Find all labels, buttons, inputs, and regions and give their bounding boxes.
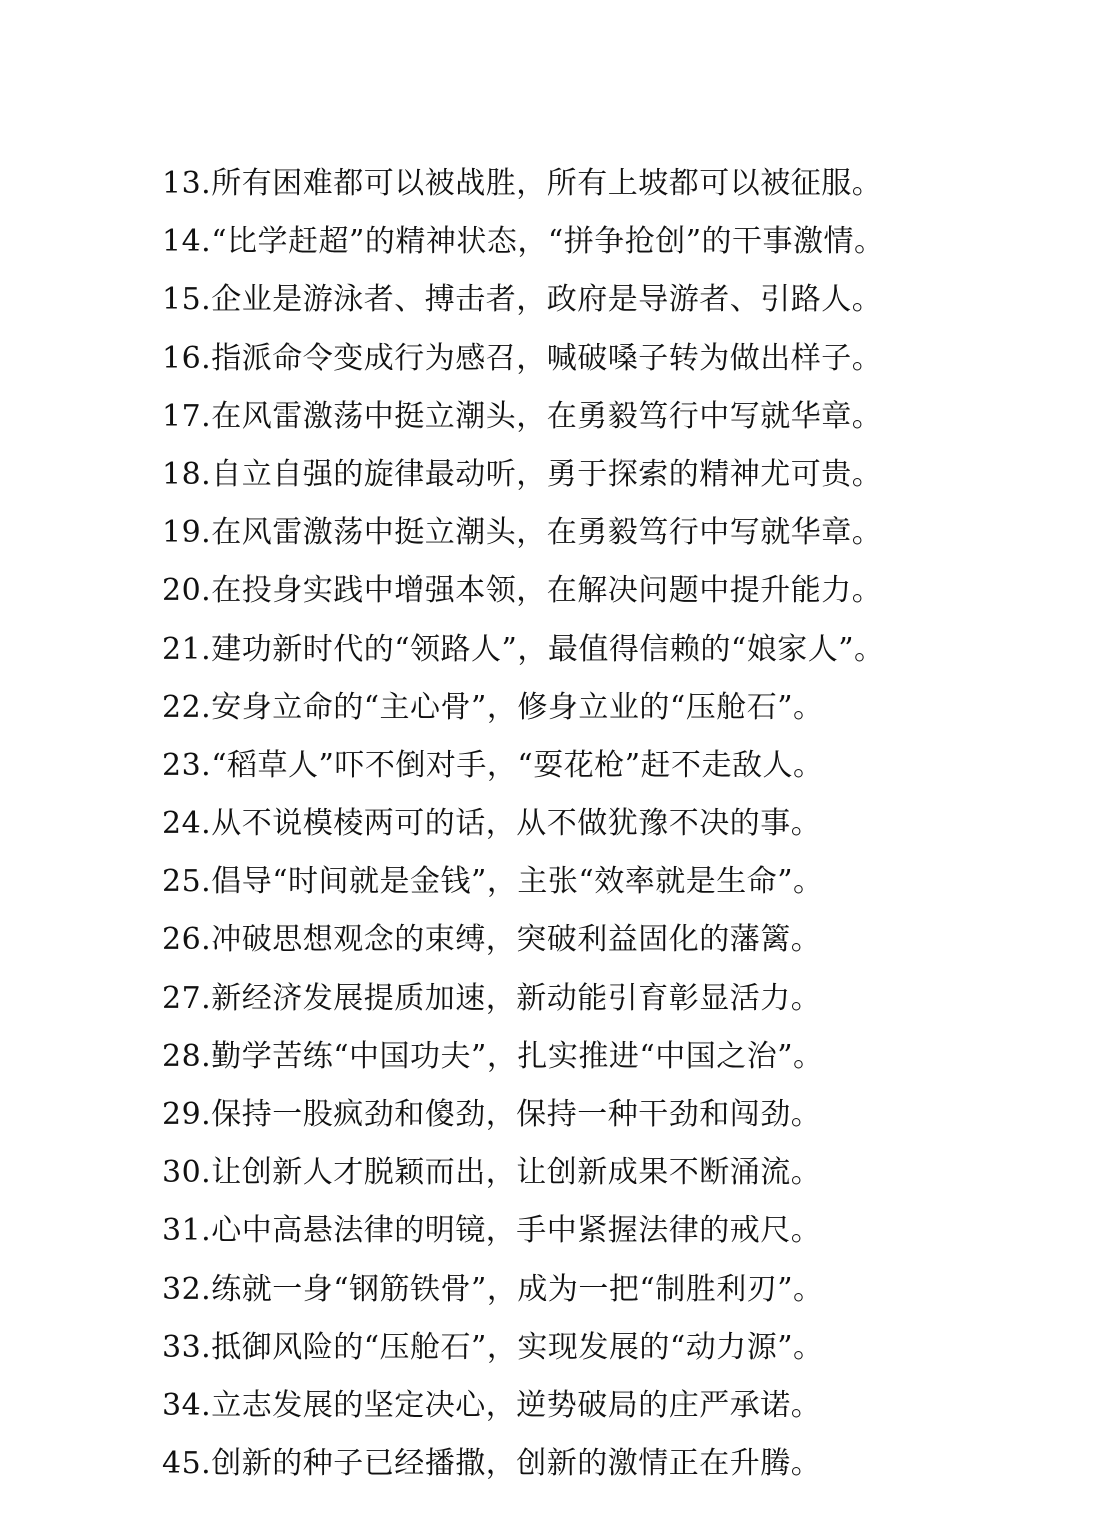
phrase-line: 17.在风雷激荡中挺立潮头，在勇毅笃行中写就华章。 xyxy=(162,398,883,434)
phrase-line: 26.冲破思想观念的束缚，突破利益固化的藩篱。 xyxy=(162,922,822,958)
phrase-line: 15.企业是游泳者、搏击者，政府是导游者、引路人。 xyxy=(162,282,883,318)
phrase-line: 20.在投身实践中增强本领，在解决问题中提升能力。 xyxy=(162,573,883,609)
phrase-line: 32.练就一身“钢筋铁骨”，成为一把“制胜利刃”。 xyxy=(162,1271,824,1307)
phrase-line: 24.从不说模棱两可的话，从不做犹豫不决的事。 xyxy=(162,806,822,842)
phrase-line: 23.“稻草人”吓不倒对手，“耍花枪”赶不走敌人。 xyxy=(162,747,824,783)
phrase-line: 45.创新的种子已经播撒，创新的激情正在升腾。 xyxy=(162,1446,822,1482)
phrase-line: 22.安身立命的“主心骨”，修身立业的“压舱石”。 xyxy=(162,689,824,725)
phrase-line: 13.所有困难都可以被战胜，所有上坡都可以被征服。 xyxy=(162,166,883,201)
phrase-line: 19.在风雷激荡中挺立潮头，在勇毅笃行中写就华章。 xyxy=(162,515,883,551)
phrase-line: 29.保持一股疯劲和傻劲，保持一种干劲和闯劲。 xyxy=(162,1097,822,1132)
phrase-line: 16.指派命令变成行为感召，喊破嗓子转为做出样子。 xyxy=(162,340,883,376)
phrase-line: 31.心中高悬法律的明镜，手中紧握法律的戒尺。 xyxy=(162,1213,822,1249)
phrase-line: 14.“比学赶超”的精神状态，“拼争抢创”的干事激情。 xyxy=(162,224,885,260)
phrase-line: 21.建功新时代的“领路人”，最值得信赖的“娘家人”。 xyxy=(162,631,885,667)
phrase-line: 30.让创新人才脱颖而出，让创新成果不断涌流。 xyxy=(162,1155,822,1191)
phrase-line: 25.倡导“时间就是金钱”，主张“效率就是生命”。 xyxy=(162,864,824,900)
phrase-line: 27.新经济发展提质加速，新动能引育彰显活力。 xyxy=(162,980,822,1016)
phrase-line: 34.立志发展的坚定决心，逆势破局的庄严承诺。 xyxy=(162,1387,822,1423)
phrase-line: 18.自立自强的旋律最动听，勇于探索的精神尤可贵。 xyxy=(162,456,883,492)
phrase-line: 28.勤学苦练“中国功夫”，扎实推进“中国之治”。 xyxy=(162,1038,824,1074)
phrase-list xyxy=(162,155,1062,1493)
phrase-line: 33.抵御风险的“压舱石”，实现发展的“动力源”。 xyxy=(162,1329,824,1365)
